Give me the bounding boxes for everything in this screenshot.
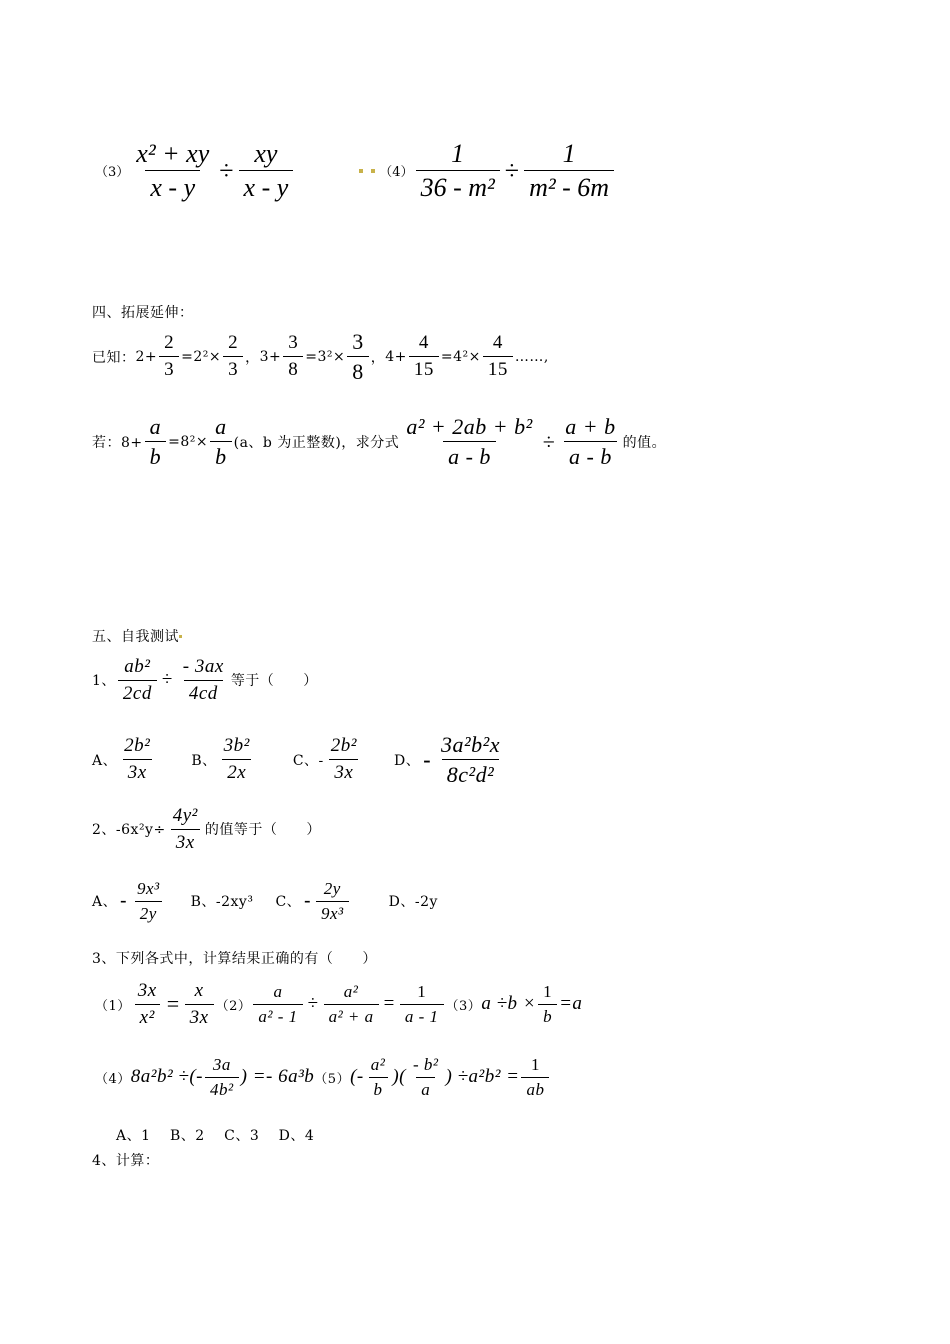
- numerator: 3a: [212, 1055, 231, 1074]
- denominator: x - y: [145, 170, 200, 201]
- option-a-fraction: [132, 880, 165, 923]
- denominator: 3x: [329, 759, 358, 783]
- numerator: 1: [562, 139, 576, 168]
- option-d: D、-2y: [388, 894, 438, 911]
- denominator: 3: [159, 356, 179, 380]
- q2-label: 2、-6x²y÷: [92, 822, 166, 839]
- equation-1-middle: =2²×: [181, 348, 222, 365]
- question-fraction-1: [401, 415, 537, 468]
- numerator: - b²: [413, 1055, 439, 1074]
- problem-4-fraction-1: [416, 140, 500, 202]
- q2-tail: 的值等于（ ）: [204, 822, 321, 839]
- separator: ，: [245, 349, 260, 366]
- item-3-label: （3）: [445, 998, 482, 1014]
- q2-fraction: [168, 806, 203, 853]
- question-1: [92, 657, 318, 704]
- item-2-label: （2）: [215, 998, 252, 1014]
- question-2: [92, 806, 321, 853]
- item-1-fraction-2: [185, 981, 214, 1028]
- question-line: [92, 415, 666, 468]
- equation-1-term: 2+: [135, 348, 158, 365]
- option-b-fraction: [219, 736, 255, 783]
- numerator: a²: [343, 982, 359, 1002]
- denominator: a² + a: [324, 1004, 379, 1026]
- problem-3-fraction-2: [239, 140, 294, 202]
- denominator: 3x: [171, 829, 200, 853]
- problem-4-label: （4）: [379, 165, 414, 181]
- numerator: 9x³: [136, 879, 160, 898]
- condition-text: (a、b 为正整数)，求分式: [233, 434, 400, 451]
- section-5-title: 五、自我测试: [92, 629, 179, 645]
- item-5-middle: )(: [392, 1066, 406, 1088]
- equation-3-middle: =4²×: [440, 348, 481, 365]
- option-b-label: B、: [191, 752, 217, 769]
- denominator: a - b: [564, 441, 617, 468]
- numerator: 1: [451, 139, 465, 168]
- item-4-fraction: [205, 1056, 239, 1099]
- question-3-items-1-3: [95, 981, 582, 1028]
- denominator: m² - 6m: [524, 170, 614, 201]
- question-3: 3、下列各式中，计算结果正确的有（ ）: [92, 951, 377, 967]
- option-a-fraction: [119, 736, 155, 783]
- numerator: 2y: [323, 879, 341, 898]
- numerator: 3a²b²x: [441, 732, 501, 757]
- decorative-dot: [359, 169, 363, 173]
- if-fraction-1: [145, 415, 167, 468]
- item-2-fraction-3: [400, 983, 444, 1026]
- q1-fraction-1: [118, 657, 157, 704]
- item-1-fraction-1: [133, 981, 162, 1028]
- equation-2-fraction-2: [347, 330, 369, 383]
- problem-3-label: （3）: [95, 165, 130, 181]
- problem-3-fraction-1: [131, 140, 214, 202]
- numerator: - 3ax: [182, 656, 224, 677]
- divide-sign: ÷: [542, 428, 556, 454]
- divide-sign: ÷: [504, 155, 520, 185]
- equation-1-fraction: [159, 333, 179, 380]
- numerator: ab²: [124, 656, 151, 677]
- problem-4-fraction-2: [524, 140, 614, 202]
- ellipsis: ……,: [514, 348, 549, 365]
- option-c-label: C、: [275, 894, 302, 911]
- known-equations-line: [92, 330, 549, 383]
- numerator: 2b²: [124, 735, 151, 757]
- equation-1-fraction-2: [223, 333, 243, 380]
- item-5-fraction-2: [408, 1056, 444, 1099]
- item-5-fraction-3: [521, 1056, 549, 1099]
- denominator: 36 - m²: [416, 170, 500, 201]
- denominator: a: [416, 1077, 435, 1099]
- section-4-heading: 四、拓展延伸：: [92, 305, 194, 321]
- numerator: 4: [492, 332, 503, 354]
- divide-sign: ÷: [161, 669, 173, 691]
- numerator: 3b²: [223, 735, 250, 757]
- numerator: a²: [370, 1055, 386, 1074]
- denominator: 9x³: [316, 901, 349, 923]
- item-4-result: ) =- 6a³b: [240, 1066, 315, 1088]
- question-2-options: [92, 880, 438, 923]
- numerator: x: [194, 980, 204, 1001]
- item-5-open: (-: [350, 1066, 364, 1088]
- denominator: 3x: [123, 759, 152, 783]
- denominator: 2y: [135, 901, 162, 923]
- item-5-fraction-1: [366, 1056, 391, 1099]
- question-3-items-4-5: [95, 1056, 551, 1099]
- numerator: 3: [352, 329, 364, 354]
- denominator: b: [369, 1077, 388, 1099]
- item-3-expression: a ÷b ×: [481, 993, 537, 1015]
- item-2-fraction-1: [253, 983, 302, 1026]
- numerator: 4y²: [172, 805, 198, 826]
- question-tail: 的值。: [622, 434, 667, 451]
- numerator: 2b²: [330, 735, 357, 757]
- equation-3-term: 4+: [385, 348, 407, 365]
- question-1-options: [92, 733, 507, 786]
- numerator: a² + 2ab + b²: [406, 414, 533, 439]
- numerator: a: [149, 414, 162, 439]
- numerator: 3: [288, 332, 299, 354]
- denominator: 3: [223, 356, 243, 380]
- numerator: 1: [543, 982, 553, 1002]
- q1-label: 1、: [92, 673, 116, 690]
- numerator: 2: [228, 332, 239, 354]
- denominator: a - b: [443, 441, 496, 468]
- denominator: x²: [135, 1004, 160, 1028]
- item-2-fraction-2: [324, 983, 379, 1026]
- option-c-fraction: [316, 880, 349, 923]
- decorative-dot: [179, 635, 182, 638]
- if-prefix: 若：8+: [92, 434, 143, 451]
- section-5-heading: [92, 626, 186, 646]
- decorative-dot: [371, 169, 375, 173]
- numerator: 3x: [137, 980, 157, 1001]
- option-c-fraction: [326, 736, 362, 783]
- item-4-label: （4）: [95, 1071, 131, 1087]
- option-d-label: D、: [393, 752, 421, 769]
- equals-sign: =: [383, 993, 395, 1015]
- denominator: 2x: [222, 759, 251, 783]
- numerator: 4: [418, 332, 429, 354]
- equation-2-fraction: [283, 333, 303, 380]
- numerator: xy: [254, 139, 278, 168]
- numerator: x² + xy: [136, 139, 210, 168]
- item-5-close: ) ÷a²b² =: [445, 1066, 520, 1088]
- denominator: 15: [409, 356, 439, 380]
- denominator: b: [210, 441, 232, 468]
- question-fraction-2: [560, 415, 620, 468]
- denominator: 15: [483, 356, 513, 380]
- denominator: b: [538, 1004, 557, 1026]
- denominator: x - y: [239, 170, 294, 201]
- if-fraction-2: [210, 415, 232, 468]
- minus-sign: -: [423, 746, 432, 772]
- item-5-label: （5）: [314, 1071, 351, 1087]
- denominator: a² - 1: [253, 1004, 302, 1026]
- numerator: 2: [164, 332, 175, 354]
- denominator: b: [145, 441, 167, 468]
- item-4-expression: 8a²b² ÷(-: [130, 1066, 204, 1088]
- divide-sign: ÷: [307, 993, 319, 1015]
- denominator: 4cd: [184, 680, 223, 704]
- item-3-result: =a: [559, 993, 583, 1015]
- denominator: a - 1: [400, 1004, 444, 1026]
- question-4: 4、计算：: [92, 1153, 160, 1169]
- divide-sign: ÷: [219, 155, 234, 185]
- option-a-label: A、: [92, 752, 118, 769]
- equation-2-term: 3+: [259, 348, 282, 365]
- equals-sign: =: [166, 991, 180, 1017]
- item-3-fraction: [538, 983, 557, 1026]
- minus-sign: -: [304, 890, 311, 912]
- denominator: 8: [347, 356, 369, 383]
- q1-fraction-2: [178, 657, 229, 704]
- problem-3-4-line: [95, 140, 616, 202]
- equation-3-fraction: [409, 333, 439, 380]
- numerator: a: [215, 414, 227, 439]
- equation-3-fraction-2: [483, 333, 513, 380]
- q1-tail: 等于（ ）: [230, 673, 318, 690]
- if-middle: =8²×: [168, 433, 209, 450]
- denominator: 4b²: [205, 1077, 239, 1099]
- numerator: a + b: [565, 414, 616, 439]
- numerator: 1: [530, 1055, 540, 1074]
- numerator: 1: [417, 982, 427, 1002]
- known-prefix: 已知：: [92, 349, 136, 366]
- item-1-label: （1）: [95, 998, 131, 1014]
- denominator: 8c²d²: [442, 759, 499, 786]
- equation-2-middle: =3²×: [305, 348, 346, 365]
- separator: ，: [370, 349, 386, 366]
- option-a-label: A、: [92, 894, 118, 911]
- minus-sign: -: [120, 890, 127, 912]
- option-c-label: C、-: [292, 752, 324, 769]
- denominator: 8: [283, 356, 303, 380]
- option-d-fraction: [436, 733, 505, 786]
- question-3-options: A、1 B、2 C、3 D、4: [116, 1128, 315, 1144]
- denominator: 3x: [185, 1004, 214, 1028]
- denominator: 2cd: [118, 680, 157, 704]
- numerator: a: [273, 982, 283, 1002]
- denominator: ab: [521, 1077, 549, 1099]
- option-b: B、-2xy³: [190, 894, 254, 911]
